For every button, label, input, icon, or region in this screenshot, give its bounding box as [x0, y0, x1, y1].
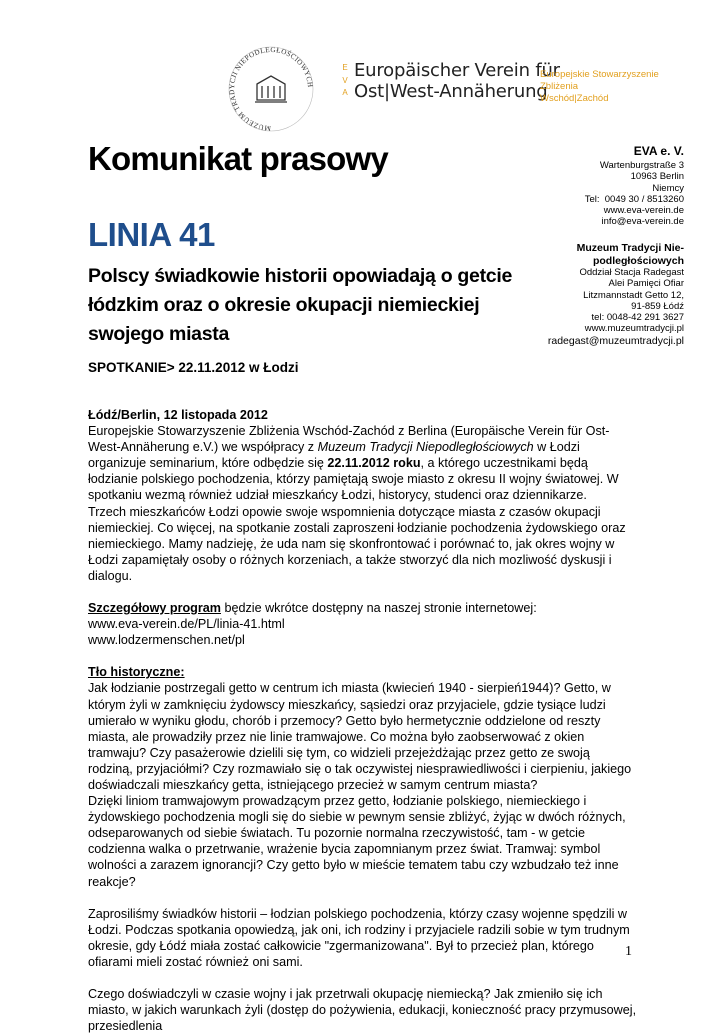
subtitle: Polscy świadkowie historii opowiadają o getcie łódzkim oraz o okresie okupacji niemieckiej swojego miasta — [88, 265, 512, 345]
line-title: LINIA 41 — [88, 216, 215, 253]
history-paragraph-2: Dzięki liniom tramwajowym prowadzącym przez getto, łodzianie polskiego, niemieckiego i żydowskiego pochodzenia mogli się do siebie w pewnym sensie zbliżyć, żyjąc w dwóch różnych, odseparowanych od siebie światach. Tu pozornie normalna rzeczywistość, tam - w getcie codzienna walka o przetrwanie, wrażenie bycia zapomnianym przez świat. Tramwaj: symbol wolności a zarazem ignorancji? Czy getto było w mieście tematem tabu czy wzbudzało też inne reakcje? — [88, 794, 626, 889]
meeting-date: SPOTKANIE> 22.11.2012 w Łodzi — [88, 360, 299, 375]
eva-name-pl-wschod: Wschód — [540, 93, 575, 104]
program-link-lodzermenschen[interactable]: www.lodzermenschen.net/pl — [88, 633, 245, 648]
eva-name-de-west: West-Annäherung — [389, 81, 548, 102]
eva-name-de-line1: Europäischer Verein für — [354, 60, 560, 81]
eva-contact-org: EVA e. V. — [633, 144, 684, 158]
museum-contact-org: Muzeum Tradycji Nie-podległościowych — [576, 242, 684, 267]
program-link-eva[interactable]: www.eva-verein.de/PL/linia-41.html — [88, 617, 285, 632]
eva-contact-country: Niemcy — [652, 182, 684, 194]
museum-contact-street2: Litzmannstadt Getto 12, — [583, 289, 684, 301]
eva-contact-phone: Tel: 0049 30 / 8513260 — [584, 193, 684, 205]
eva-name-pl-line1: Europejskie Stowarzyszenie — [540, 69, 659, 80]
intro-paragraph — [88, 423, 638, 503]
museum-contact-web[interactable]: www.muzeumtradycji.pl — [584, 323, 684, 335]
program-paragraph — [88, 600, 638, 616]
intro-text-c: , a którego uczestnikami będą łodzianie polskiego pochodzenia, którzy pamiętają swoje miasto z okresu II wojny światowej. W spotkaniu wezmą również udział mieszkańcy Łodzi, historycy, studenci oraz dziennikarze. — [88, 456, 619, 503]
eva-name-pl-line2: Zbliżenia — [540, 81, 579, 92]
museum-contact-block — [548, 242, 684, 348]
eva-name-pl-line3: Wschód|Zachód — [540, 93, 609, 104]
intro-text-a: Europejskie Stowarzyszenie Zbliżenia Wschód-Zachód z Berlina (Europäische Verein für Ost-West-Annäherung e.V.) we współpracy z — [88, 424, 610, 455]
page-title: Komunikat prasowy — [88, 140, 388, 177]
museum-contact-email[interactable]: radegast@muzeumtradycji.pl — [547, 334, 684, 347]
seal-text: MUZEUM TRADYCJI NIEPODLEGŁOŚCIOWYCH — [227, 45, 315, 133]
svg-text:MUZEUM TRADYCJI NIEPODLEGŁOŚCI — [228, 46, 314, 132]
museum-contact-street1: Alei Pamięci Ofiar — [608, 278, 684, 290]
intro-text-b: w Łodzi organizuje seminarium, które odbędzie się — [88, 440, 580, 471]
dateline: Łódź/Berlin, 12 listopada 2012 — [88, 408, 268, 422]
history-heading: Tło historyczne: — [88, 665, 185, 680]
museum-seal-logo — [226, 44, 316, 134]
museum-contact-branch: Oddział Stacja Radegast — [579, 267, 684, 278]
eva-name-de-line2: Ost|West-Annäherung — [354, 81, 548, 102]
eva-name-german — [354, 60, 560, 102]
program-label: Szczegółowy program — [88, 601, 221, 616]
museum-contact-city: 91-859 Łódź — [631, 300, 684, 312]
history-paragraph-1: Jak łodzianie postrzegali getto w centrum ich miasta (kwiecień 1940 - sierpień1944)? Getto, w którym żyli w zamknięciu żydowscy mieszkańcy, sąsiedzi oraz przyjaciele, gdzie tysiące ludzi umierało w wyniku głodu, chorób i przemocy? Getto było hermetycznie oddzielone od reszty miasta, ale prowadziły przez nie linie tramwajowe. Co można było zaobserwować z okien tramwaju? Czy pasażerowie dzielili się tym, co widzieli przejeżdżając przez getto ze swoją rodziną, przyjaciółmi? Czy rozmawiało się o tak oczywistej niesprawiedliwości i cierpieniu, jakiego doświadczali mieszkańcy getta, istniejącego przecież w samym centrum miasta? — [88, 681, 632, 792]
eva-letter-v: V — [342, 75, 348, 85]
museum-contact-phone: tel: 0048-42 291 3627 — [591, 312, 684, 324]
eva-contact-email[interactable]: info@eva-verein.de — [601, 216, 684, 228]
eva-contact-city: 10963 Berlin — [630, 171, 684, 183]
eva-contact-web[interactable]: www.eva-verein.de — [603, 205, 684, 217]
eva-name-pl-zachod: Zachód — [576, 93, 609, 104]
press-release-body — [88, 407, 638, 1034]
page-number: 1 — [625, 944, 632, 959]
invited-witnesses-paragraph: Zaprosiliśmy świadków historii – łodzian polskiego pochodzenia, którzy czasy wojenne spędzili w Łodzi. Podczas spotkania opowiedzą, jak oni, ich rodziny i przyjaciele radzili sobie w tym trudnym okresie, gdy Łódź miała zostać całkowicie "zgermanizowana". Był to przecież plan, którego ofiarami mieli zostać również oni sami. — [88, 906, 630, 969]
eva-letters-logo — [340, 62, 350, 100]
eva-letter-e: E — [342, 63, 348, 72]
eva-name-de-ost: Ost — [354, 81, 385, 102]
intro-museum-name: Muzeum Tradycji Niepodległościowych — [317, 440, 534, 455]
eva-name-polish — [540, 69, 659, 105]
eva-contact-block — [585, 144, 684, 228]
program-text: będzie wkrótce dostępny na naszej stronie internetowej: — [220, 601, 537, 616]
witnesses-paragraph: Trzech mieszkańców Łodzi opowie swoje wspomnienia dotyczące miasta z czasów okupacji niemieckiej. Co więcej, na spotkanie zostali zaproszeni łodzianie pochodzenia żydowskiego oraz niemieckiego. Mamy nadzieję, że uda nam się skonfrontować i porównać to, jak okres wojny w Łodzi zapamiętały osoby o różnych korzeniach, a także stworzyć dla nich mozliwość dyskusji i dialogu. — [88, 504, 626, 583]
questions-paragraph: Czego doświadczyli w czasie wojny i jak przetrwali okupację niemiecką? Jak zmieniło się ich miasto, w jakich warunkach żyli (dostęp do pożywienia, edukacji, konieczność pracy przymusowej, przesiedlenia — [88, 987, 637, 1034]
eva-letter-a: A — [342, 88, 348, 97]
intro-seminar-date: 22.11.2012 roku — [327, 456, 421, 471]
eva-contact-street: Wartenburgstraße 3 — [599, 160, 684, 171]
